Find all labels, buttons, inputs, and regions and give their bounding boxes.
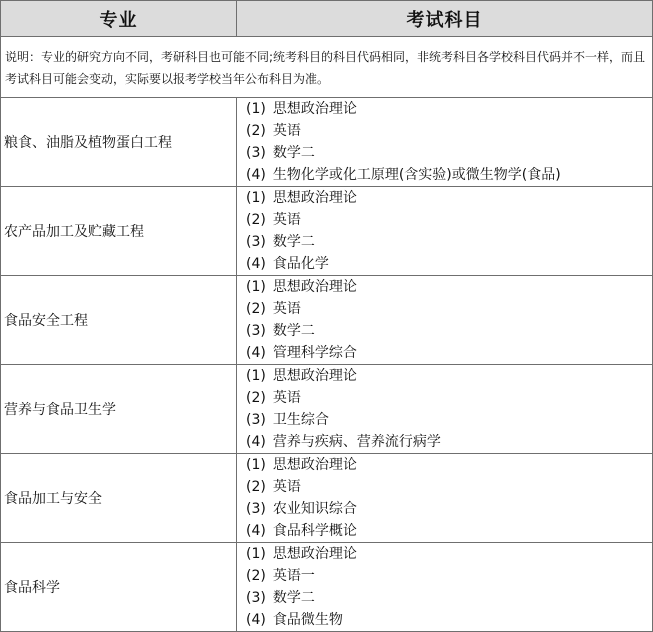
subject-item [246, 209, 652, 231]
subject-name: 思想政治理论 [272, 546, 357, 562]
subject-name: 数学二 [272, 145, 315, 161]
subject-item [246, 342, 652, 364]
subject-number: (1) [246, 457, 266, 473]
subject-number: (2) [246, 479, 266, 495]
major-name: 粮食、油脂及植物蛋白工程 [1, 98, 237, 187]
subject-name: 生物化学或化工原理(含实验)或微生物学(食品) [272, 167, 561, 183]
subject-number: (3) [246, 323, 266, 339]
major-column-header: 专业 [1, 1, 237, 37]
subject-list [237, 187, 653, 276]
subject-list [237, 543, 653, 632]
subject-number: (4) [246, 167, 266, 183]
major-name: 食品加工与安全 [1, 454, 237, 543]
note-row [1, 37, 653, 98]
major-name: 食品科学 [1, 543, 237, 632]
major-name: 食品安全工程 [1, 276, 237, 365]
subject-item [246, 587, 652, 609]
subject-name: 思想政治理论 [272, 368, 357, 384]
subject-item [246, 409, 652, 431]
subject-number: (1) [246, 101, 266, 117]
major-name: 营养与食品卫生学 [1, 365, 237, 454]
subject-name: 思想政治理论 [272, 190, 357, 206]
table-row [1, 98, 653, 187]
subject-number: (4) [246, 256, 266, 272]
subject-name: 英语 [272, 479, 301, 495]
subject-item [246, 498, 652, 520]
subject-number: (2) [246, 212, 266, 228]
subject-name: 数学二 [272, 234, 315, 250]
subject-number: (3) [246, 590, 266, 606]
subject-number: (3) [246, 501, 266, 517]
subject-number: (2) [246, 568, 266, 584]
subject-item [246, 543, 652, 565]
subject-list [237, 365, 653, 454]
subject-item [246, 253, 652, 275]
subject-item [246, 476, 652, 498]
subject-number: (2) [246, 301, 266, 317]
subject-number: (3) [246, 145, 266, 161]
table-header-row [1, 1, 653, 37]
table-row [1, 365, 653, 454]
subject-name: 思想政治理论 [272, 279, 357, 295]
subject-name: 思想政治理论 [272, 457, 357, 473]
subject-number: (1) [246, 368, 266, 384]
subject-name: 食品微生物 [272, 612, 343, 628]
subject-name: 营养与疾病、营养流行病学 [272, 434, 441, 450]
subject-list [237, 276, 653, 365]
subject-item [246, 187, 652, 209]
subject-name: 数学二 [272, 323, 315, 339]
subject-item [246, 565, 652, 587]
subject-item [246, 120, 652, 142]
subject-name: 英语一 [272, 568, 315, 584]
subject-name: 思想政治理论 [272, 101, 357, 117]
subject-item [246, 320, 652, 342]
subject-list [237, 98, 653, 187]
subject-list [237, 454, 653, 543]
table-row [1, 276, 653, 365]
subject-number: (4) [246, 612, 266, 628]
subject-number: (2) [246, 123, 266, 139]
subject-item [246, 164, 652, 186]
subject-item [246, 231, 652, 253]
subject-name: 食品科学概论 [272, 523, 357, 539]
subject-number: (4) [246, 345, 266, 361]
subject-item [246, 431, 652, 453]
subject-number: (2) [246, 390, 266, 406]
subject-name: 数学二 [272, 590, 315, 606]
subject-name: 管理科学综合 [272, 345, 357, 361]
subject-name: 卫生综合 [272, 412, 329, 428]
table-row [1, 187, 653, 276]
subject-name: 英语 [272, 390, 301, 406]
subject-name: 食品化学 [272, 256, 329, 272]
subjects-column-header: 考试科目 [237, 1, 653, 37]
table-row [1, 454, 653, 543]
major-name: 农产品加工及贮藏工程 [1, 187, 237, 276]
subject-number: (1) [246, 190, 266, 206]
subject-number: (3) [246, 412, 266, 428]
subject-item [246, 609, 652, 631]
subject-item [246, 387, 652, 409]
table-row [1, 543, 653, 632]
subject-item [246, 142, 652, 164]
subject-number: (1) [246, 279, 266, 295]
subject-item [246, 454, 652, 476]
subject-item [246, 520, 652, 542]
subject-number: (4) [246, 523, 266, 539]
subject-item [246, 98, 652, 120]
subject-name: 英语 [272, 301, 301, 317]
subject-name: 农业知识综合 [272, 501, 357, 517]
subject-name: 英语 [272, 212, 301, 228]
subject-item [246, 276, 652, 298]
subject-number: (4) [246, 434, 266, 450]
subject-number: (1) [246, 546, 266, 562]
note-text: 说明：专业的研究方向不同，考研科目也可能不同;统考科目的科目代码相同，非统考科目各学校科目代码并不一样，而且考试科目可能会变动，实际要以报考学校当年公布科目为准。 [1, 37, 653, 98]
subject-item [246, 298, 652, 320]
subject-number: (3) [246, 234, 266, 250]
subject-name: 英语 [272, 123, 301, 139]
subject-item [246, 365, 652, 387]
